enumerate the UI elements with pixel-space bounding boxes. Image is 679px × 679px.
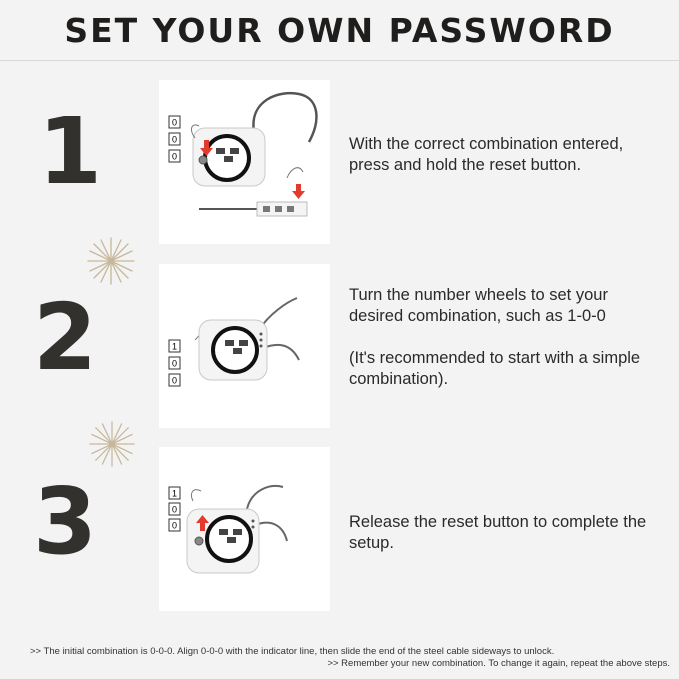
dial-digit: 1 bbox=[171, 341, 178, 352]
step-2-text: Turn the number wheels to set your desired combination, such as 1-0-0 bbox=[349, 286, 608, 325]
step-1-number: 1 bbox=[38, 98, 103, 205]
lock-body bbox=[187, 509, 259, 573]
step-3-text: Release the reset button to complete the setup. bbox=[349, 513, 647, 552]
dial-column bbox=[169, 116, 180, 162]
sparkle-icon bbox=[88, 420, 136, 468]
steel-cable bbox=[263, 345, 299, 360]
steel-cable bbox=[247, 486, 283, 509]
footer-note-remember: >> Remember your new combination. To change it again, repeat the above steps. bbox=[327, 658, 670, 669]
steel-cable bbox=[255, 523, 287, 541]
hand-outline bbox=[191, 490, 201, 501]
header-divider bbox=[0, 60, 679, 61]
sparkle-icon bbox=[86, 236, 136, 286]
cable-end bbox=[199, 202, 307, 216]
step-2-description bbox=[349, 285, 649, 390]
step-2-note: (It's recommended to start with a simple combination). bbox=[349, 349, 641, 388]
footer-note-initial: >> The initial combination is 0-0-0. Align 0-0-0 with the indicator line, then slide the end of the steel cable sideways to unlock. bbox=[30, 646, 555, 657]
page-title: SET YOUR OWN PASSWORD bbox=[64, 10, 615, 50]
press-arrow-icon bbox=[292, 184, 305, 199]
dial-digit: 0 bbox=[171, 504, 178, 515]
step-2-number: 2 bbox=[33, 284, 98, 391]
footer-notes bbox=[30, 646, 670, 670]
lock-body bbox=[199, 320, 267, 380]
dial-column bbox=[169, 487, 180, 531]
page-header bbox=[0, 0, 679, 60]
dial-column bbox=[169, 340, 180, 386]
dial-digit: 0 bbox=[171, 134, 178, 145]
step-3-number: 3 bbox=[33, 468, 98, 575]
step-3-description bbox=[349, 512, 649, 554]
hand-outline bbox=[287, 168, 303, 178]
step-3-illustration bbox=[159, 447, 330, 611]
step-1-illustration bbox=[159, 80, 330, 244]
dial-digit: 0 bbox=[171, 151, 178, 162]
step-1-text: With the correct combination entered, press and hold the reset button. bbox=[349, 135, 624, 174]
lock-body bbox=[193, 128, 265, 186]
dial-digit: 0 bbox=[171, 358, 178, 369]
step-1-description bbox=[349, 134, 649, 176]
dial-digit: 1 bbox=[171, 488, 178, 499]
dial-digit: 0 bbox=[171, 520, 178, 531]
dial-digit: 0 bbox=[171, 117, 178, 128]
step-2-illustration bbox=[159, 264, 330, 428]
dial-digit: 0 bbox=[171, 375, 178, 386]
